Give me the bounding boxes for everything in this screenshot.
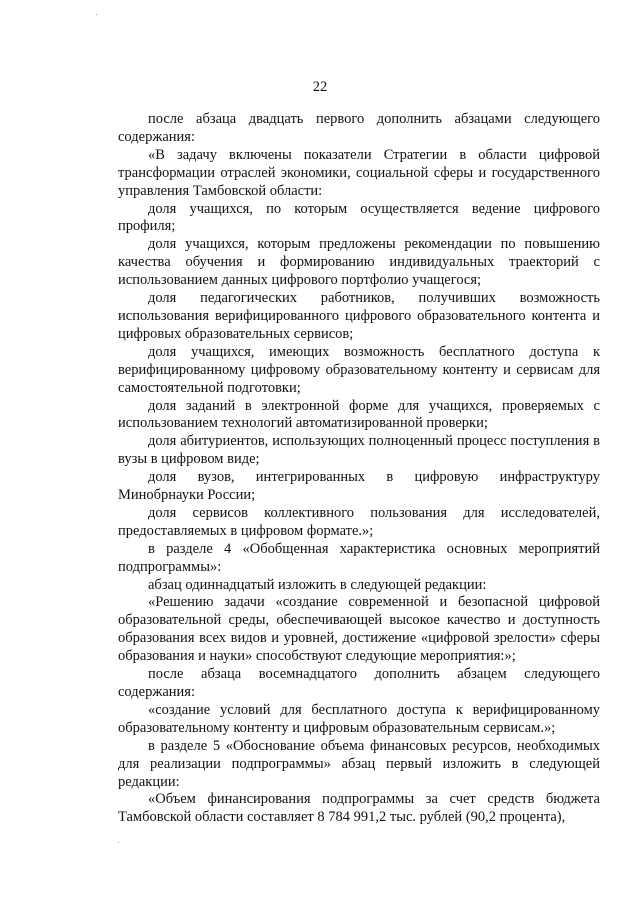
scan-mark-top (96, 14, 97, 15)
paragraph: доля абитуриентов, использующих полноценный процесс поступления в вузы в цифровом виде; (118, 433, 600, 468)
paragraph: доля вузов, интегрированных в цифровую инфраструктуру Минобрнауки России; (118, 469, 600, 504)
paragraph: «В задачу включены показатели Стратегии в области цифровой трансформации отраслей экономики, социальной сферы и государственного управления Тамбовской области: (118, 146, 600, 199)
document-body (118, 111, 600, 827)
paragraph: «создание условий для бесплатного доступа к верифицированному образовательному контенту и цифровым образовательным сервисам.»; (118, 701, 600, 736)
paragraph: в разделе 4 «Обобщенная характеристика основных мероприятий подпрограммы»: (118, 540, 600, 575)
paragraph: доля сервисов коллективного пользования для исследователей, предоставляемых в цифровом формате.»; (118, 504, 600, 539)
paragraph: доля учащихся, которым предложены рекомендации по повышению качества обучения и формированию индивидуальных траекторий с использованием данных цифрового портфолио учащегося; (118, 236, 600, 289)
paragraph: доля педагогических работников, получивших возможность использования верифицированного цифрового образовательного контента и цифровых образовательных сервисов; (118, 290, 600, 342)
paragraph: «Решению задачи «создание современной и безопасной цифровой образовательной среды, обеспечивающей высокое качество и доступность образования всех видов и уровней, достижение «цифровой зрелости» сферы образования и науки» способствуют следующие мероприятия:»; (118, 594, 600, 665)
paragraph: «Объем финансирования подпрограммы за счет средств бюджета Тамбовской области составляет 8 784 991,2 тыс. рублей (90,2 процента), (118, 791, 600, 826)
scan-mark-bottom (118, 842, 119, 843)
paragraph: доля учащихся, имеющих возможность бесплатного доступа к верифицированному цифровому образовательному контенту и сервисам для самостоятельной подготовки; (118, 343, 600, 396)
paragraph: после абзаца двадцать первого дополнить абзацами следующего содержания: (118, 111, 600, 145)
paragraph: доля заданий в электронной форме для учащихся, проверяемых с использованием технологий автоматизированной проверки; (118, 397, 600, 432)
paragraph: абзац одиннадцатый изложить в следующей редакции: (148, 576, 487, 593)
page-number: 22 (312, 79, 328, 95)
paragraph: после абзаца восемнадцатого дополнить абзацем следующего содержания: (118, 666, 600, 700)
paragraph: доля учащихся, по которым осуществляется ведение цифрового профиля; (118, 200, 600, 235)
paragraph: в разделе 5 «Обоснование объема финансовых ресурсов, необходимых для реализации подпрограммы» абзац первый изложить в следующей редакции: (118, 737, 600, 790)
